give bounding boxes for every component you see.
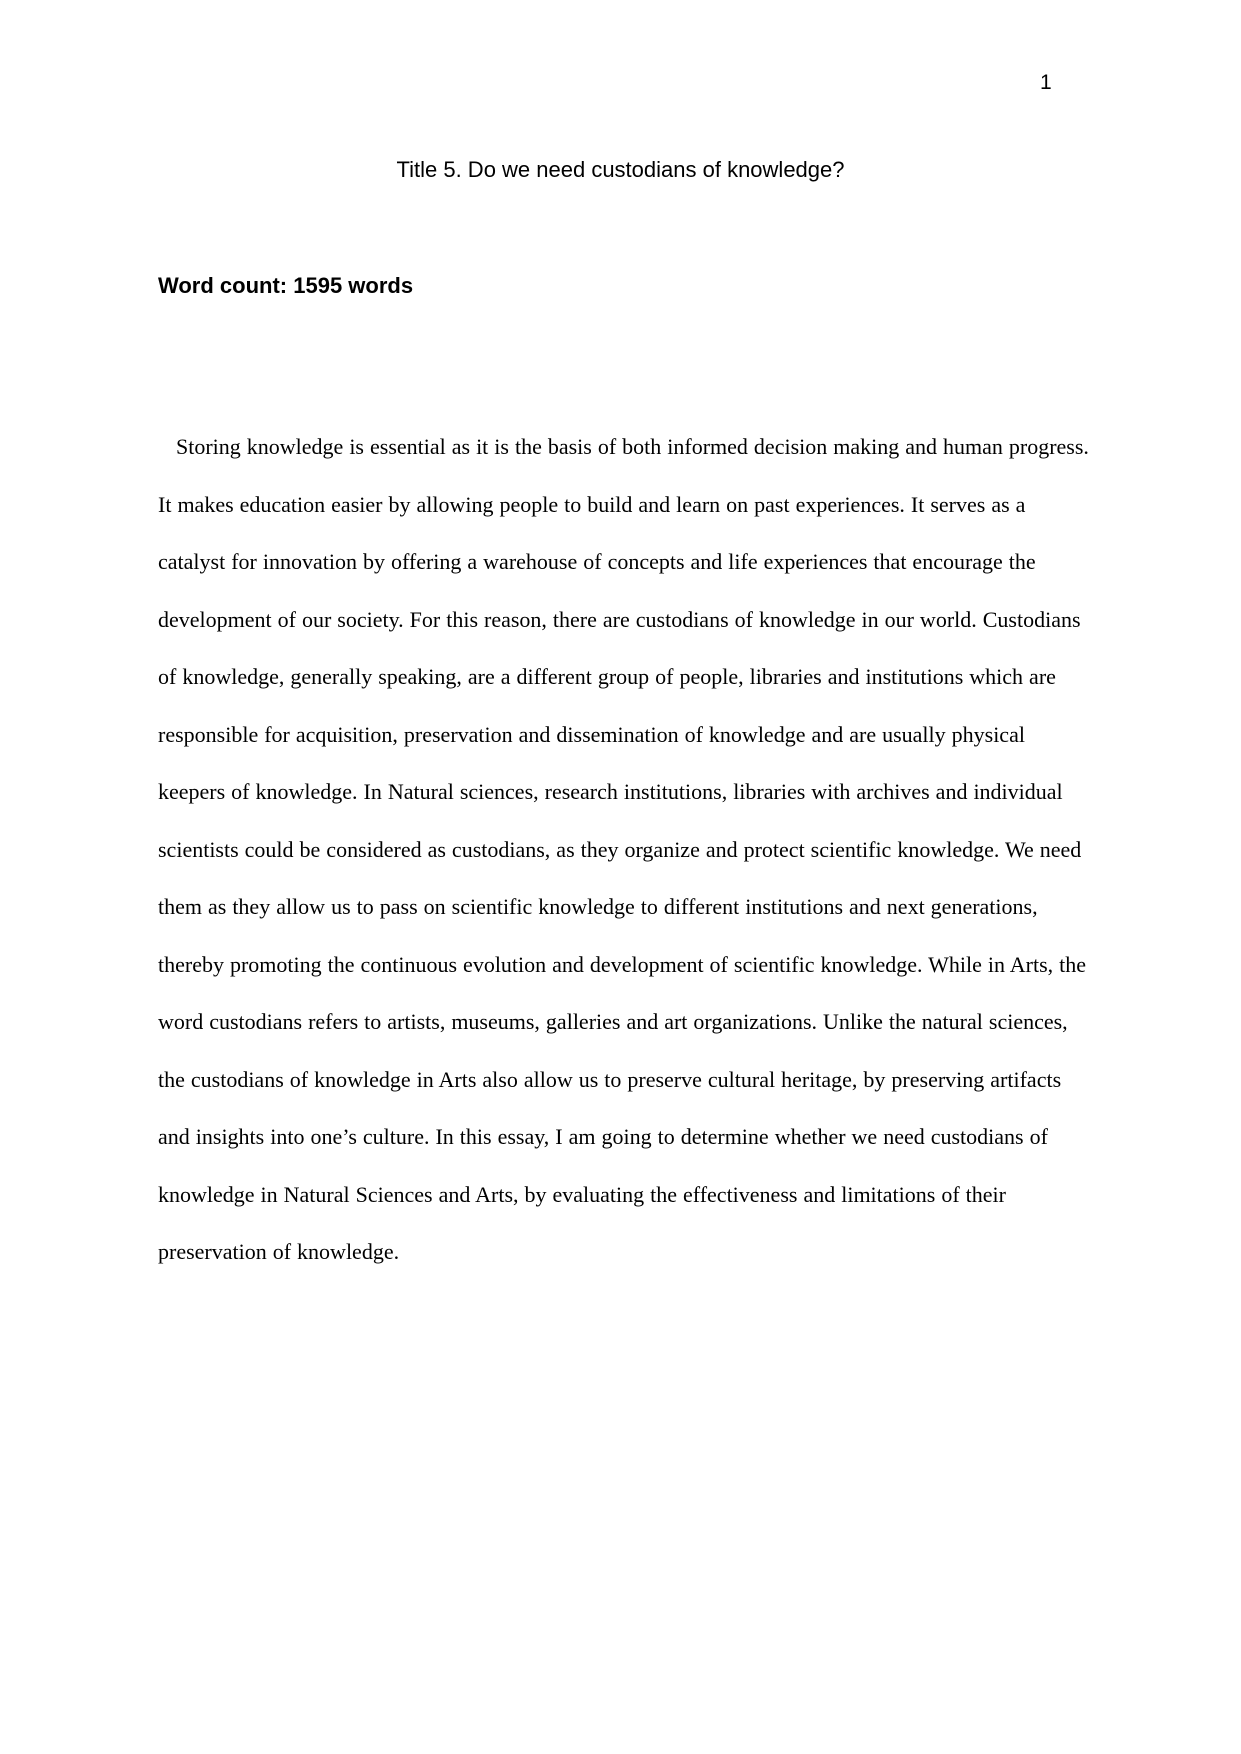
essay-paragraph: Storing knowledge is essential as it is the basis of both informed decision making and human progress. It makes education easier by allowing people to build and learn on past experiences. It serves as a catalyst for innovation by offering a warehouse of concepts and life experiences that encourage the development of our society. For this reason, there are custodians of knowledge in our world. Custodians of knowledge, generally speaking, are a different group of people, libraries and institutions which are responsible for acquisition, preservation and dissemination of knowledge and are usually physical keepers of knowledge. In Natural sciences, research institutions, libraries with archives and individual scientists could be considered as custodians, as they organize and protect scientific knowledge. We need them as they allow us to pass on scientific knowledge to different institutions and next generations, thereby promoting the continuous evolution and development of scientific knowledge. While in Arts, the word custodians refers to artists, museums, galleries and art organizations. Unlike the natural sciences, the custodians of knowledge in Arts also allow us to preserve cultural heritage, by preserving artifacts and insights into one’s culture. In this essay, I am going to determine whether we need custodians of knowledge in Natural Sciences and Arts, by evaluating the effectiveness and limitations of their preservation of knowledge.	[158, 434, 1089, 1264]
word-count-heading: Word count: 1595 words	[158, 273, 414, 298]
page-number: 1	[1040, 71, 1052, 94]
document-title: Title 5. Do we need custodians of knowledge?	[396, 157, 845, 182]
